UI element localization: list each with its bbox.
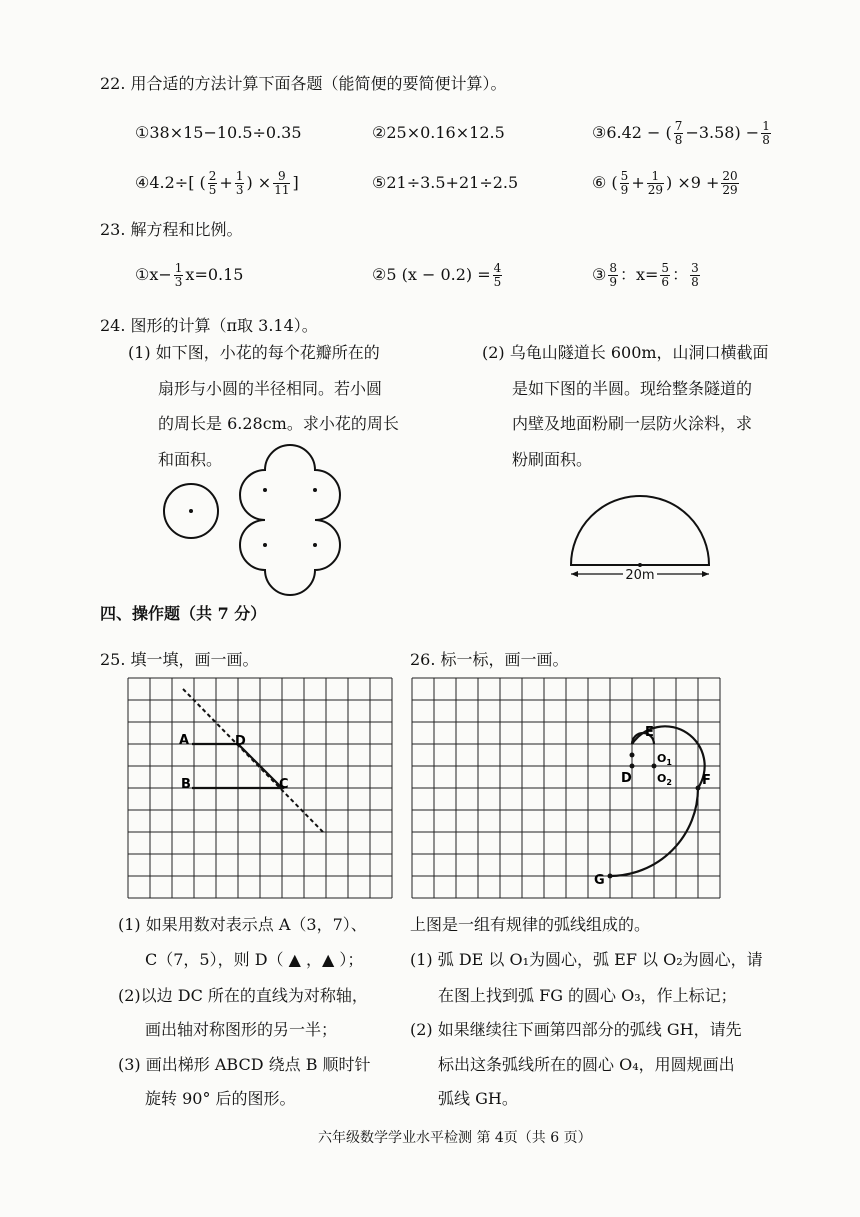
q22-problem-3: ③6.42 − ( $\frac{7}{8}$ −3.58) − $\frac{1}{8}$ [592, 119, 770, 147]
q23-title: 23. 解方程和比例。 [100, 220, 243, 239]
q23-problem-1: ①x− $\frac{1}{3}$ x=0.15 [135, 261, 244, 289]
q25-line: 旋转 90° 后的图形。 [145, 1089, 296, 1108]
q24-part1-line: 扇形与小圆的半径相同。若小圆 [158, 379, 383, 398]
center-O2-label: $O_2$ [657, 772, 672, 787]
q24-part1-line: (1) 如下图，小花的每个花瓣所在的 [128, 343, 380, 362]
flower-figure [230, 460, 350, 580]
q24-part2-line: 粉刷面积。 [512, 450, 593, 469]
point-G-label: G [594, 873, 605, 888]
point-C-label: C [279, 777, 289, 792]
q25-line: (3) 画出梯形 ABCD 绕点 B 顺时针 [118, 1055, 371, 1074]
point-F-label: F [702, 773, 711, 788]
semicircle-length-label: 20m [625, 568, 655, 583]
q24-part1-line: 和面积。 [158, 450, 223, 469]
q24-part1-line: 的周长是 6.28cm。求小花的周长 [158, 414, 399, 433]
q22-title: 22. 用合适的方法计算下面各题（能简便的要简便计算）。 [100, 74, 507, 93]
q22-problem-5: ⑤21÷3.5+21÷2.5 [372, 173, 519, 192]
q25-title: 25. 填一填，画一画。 [100, 650, 259, 669]
q22-problem-1: ①38×15−10.5÷0.35 [135, 123, 302, 142]
q24-title: 24. 图形的计算（π取 3.14）。 [100, 316, 318, 335]
point-D-label: D [235, 734, 246, 749]
semicircle-figure [565, 485, 715, 583]
q24-part2-line: 内壁及地面粉刷一层防火涂料，求 [512, 414, 753, 433]
q22-problem-2: ②25×0.16×12.5 [372, 123, 505, 142]
q26-line: 在图上找到弧 FG 的圆心 O₃，作上标记； [438, 986, 737, 1005]
q26-line: 标出这条弧线所在的圆心 O₄，用圆规画出 [438, 1055, 735, 1074]
q26-line: 弧线 GH。 [438, 1089, 518, 1108]
q26-line: (2) 如果继续往下画第四部分的弧线 GH，请先 [410, 1020, 742, 1039]
section-4-title: 四、操作题（共 7 分） [100, 604, 267, 623]
q23-problem-2: ②5 (x − 0.2) = $\frac{4}{5}$ [372, 261, 502, 289]
q26-line: (1) 弧 DE 以 O₁为圆心，弧 EF 以 O₂为圆心，请 [410, 950, 763, 969]
q25-line: (1) 如果用数对表示点 A（3，7）、 [118, 915, 367, 934]
q22-problem-6: ⑥ ( $\frac{5}{9}$ + $\frac{1}{29}$ ) ×9 + $\frac{20}{29}$ [592, 169, 738, 197]
q26-title: 26. 标一标，画一画。 [410, 650, 569, 669]
q24-part2-line: (2) 乌龟山隧道长 600m，山洞口横截面 [482, 343, 769, 362]
point-D-label: D [621, 771, 632, 786]
q22-problem-4: ④4.2÷[ ( $\frac{2}{5}$ + $\frac{1}{3}$ ) × $\frac{9}{11}$ ] [135, 169, 299, 197]
q26-grid [412, 678, 720, 898]
q25-line: 画出轴对称图形的另一半； [145, 1020, 338, 1039]
q24-part2-line: 是如下图的半圆。现给整条隧道的 [512, 379, 753, 398]
point-E-label: E [645, 725, 654, 740]
point-B-label: B [181, 777, 191, 792]
small-circle-figure [160, 480, 222, 542]
center-O1-label: $O_1$ [657, 752, 672, 767]
point-A-label: A [179, 733, 190, 748]
q25-grid [128, 678, 392, 898]
q25-line: C（7，5），则 D（ ▲ ，▲ ）； [145, 950, 364, 969]
page-footer: 六年级数学学业水平检测 第 4页（共 6 页） [318, 1130, 592, 1146]
q26-intro: 上图是一组有规律的弧线组成的。 [410, 915, 651, 934]
q25-line: (2)以边 DC 所在的直线为对称轴， [118, 986, 368, 1005]
q23-problem-3: ③ $\frac{8}{9}$ ：x= $\frac{5}{6}$ ： $\frac{3}{8}$ [592, 261, 699, 289]
